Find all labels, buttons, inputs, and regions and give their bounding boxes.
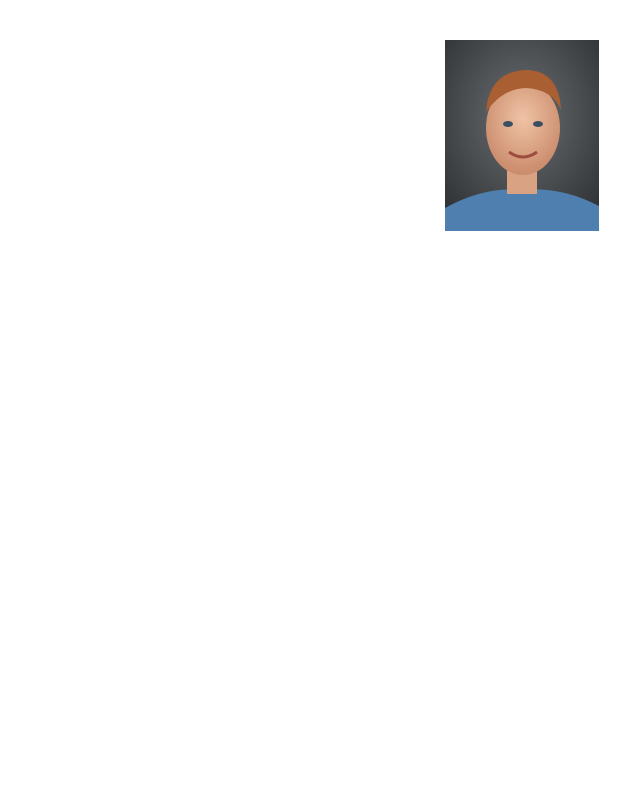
headshot-photo [445, 40, 599, 231]
